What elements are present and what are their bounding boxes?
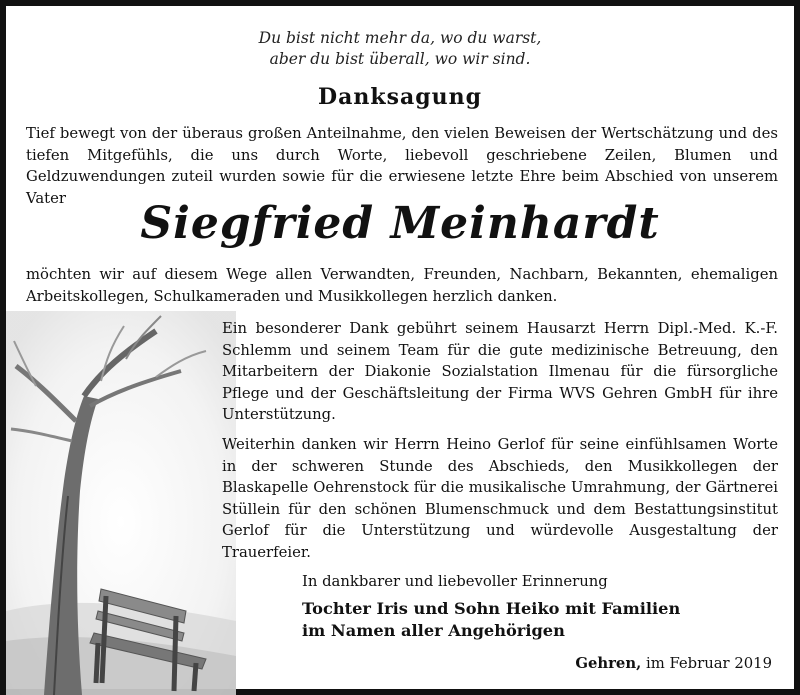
thanks-text: möchten wir auf diesem Wege allen Verwandten, Freunden, Nachbarn, Bekannten, ehemaligen Arbeitskollegen, Schulkameraden und Musikkollegen herzlich danken. [26,266,778,305]
signature-line-2: im Namen aller Angehörigen [302,621,565,640]
signature [302,598,680,642]
quote-line-1: Du bist nicht mehr da, wo du warst, [258,29,542,47]
tree-and-bench-icon [6,311,236,695]
place: Gehren, [575,655,642,672]
date: im Februar 2019 [645,655,772,672]
paragraph-2: Weiterhin danken wir Herrn Heino Gerlof für seine einfühlsamen Worte in der schweren Stunde des Abschieds, den Musikkollegen der Blaskapelle Oehrenstock für die musikalische Umrahmung, der Gärtnerei Stüllein für den schönen Blumenschmuck und dem Bestattungsinstitut Gerlof für die Unterstützung und würdevolle Ausgestaltung der Trauerfeier. [222,436,778,561]
intro-text: Tief bewegt von der überaus großen Anteilnahme, den vielen Beweisen der Wertschätzung und des tiefen Mitgefühls, die uns durch Worte, liebevoll geschriebene Zeilen, Blumen und Geldzuwendungen zuteil wurden sowie für die erwiesene letzte Ehre beim Abschied von unserem Vater [26,125,778,207]
quote [6,28,794,70]
closing-line: In dankbarer und liebevoller Erinnerung [302,573,608,590]
deceased-name: Siegfried Meinhardt [140,198,660,249]
place-date [575,655,772,672]
heading: Danksagung [318,84,482,110]
paragraph-1: Ein besonderer Dank gebührt seinem Hausarzt Herrn Dipl.-Med. K.-F. Schlemm und seinem Team für die gute medizinische Betreuung, den Mitarbeitern der Diakonie Sozialstation Ilmenau für die fürsorgliche Pflege und der Geschäftsleitung der Firma WVS Gehren GmbH für ihre Unterstützung. [222,320,778,423]
quote-line-2: aber du bist überall, wo wir sind. [269,50,531,68]
signature-line-1: Tochter Iris und Sohn Heiko mit Familien [302,599,681,618]
